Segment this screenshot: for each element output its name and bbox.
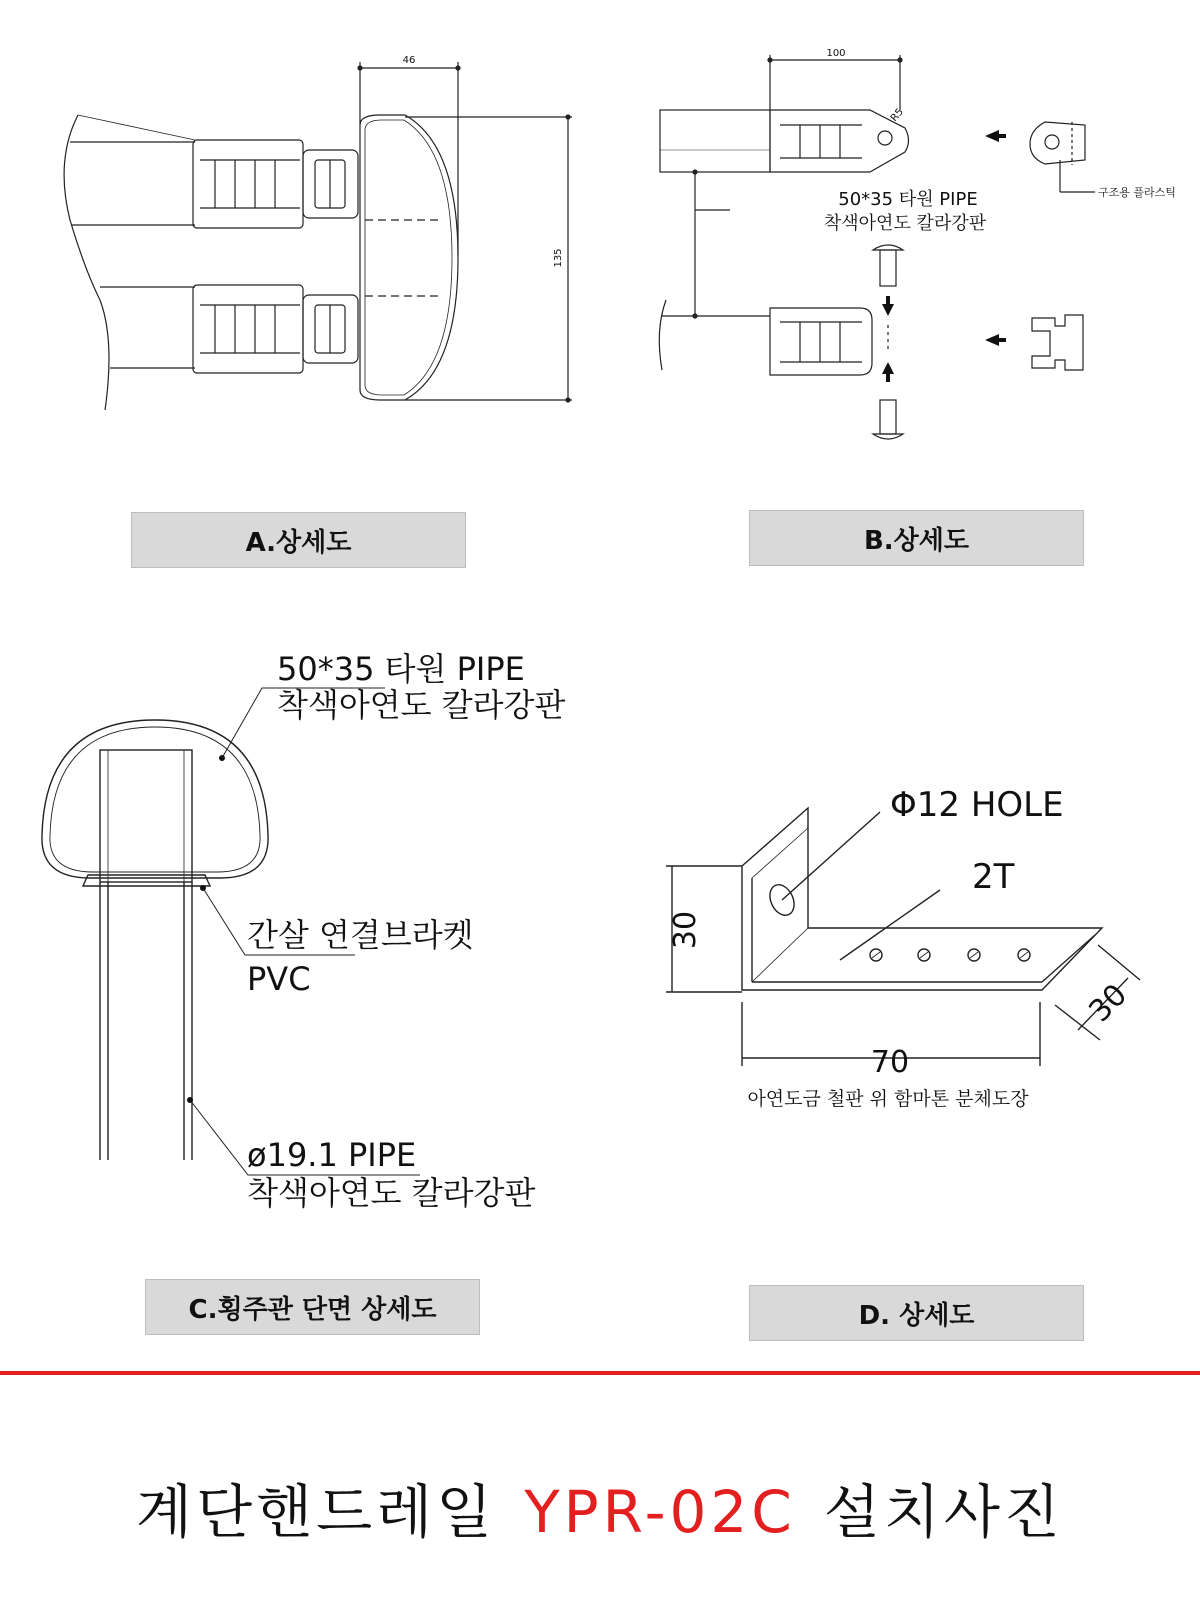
detail-c-pipe-line1: ø19.1 PIPE — [247, 1136, 417, 1174]
detail-d-height-dim: 30 — [668, 910, 703, 950]
model-name: YPR-02C — [524, 1478, 796, 1546]
detail-b-pipe-line1: 50*35 타원 PIPE — [838, 189, 978, 210]
red-divider — [0, 1371, 1200, 1375]
detail-a-height-dim: 135 — [553, 248, 564, 268]
detail-c-top-line2: 착색아연도 칼라강판 — [277, 686, 566, 724]
detail-c-bracket-line1: 간살 연결브라켓 — [247, 916, 474, 954]
detail-b-drawing — [600, 0, 1200, 500]
detail-b-pipe-line2: 착색아연도 칼라강판 — [823, 213, 987, 234]
detail-b-width-dim: 100 — [826, 48, 846, 59]
detail-c-label: C.횡주관 단면 상세도 — [145, 1279, 480, 1335]
detail-d-depth-dim: 30 — [1082, 977, 1135, 1030]
detail-b-plastic-note: 구조용 플라스틱 — [1098, 186, 1176, 199]
detail-d-label: D. 상세도 — [749, 1285, 1084, 1341]
detail-d-drawing — [600, 740, 1200, 1120]
detail-b-radius: R5 — [888, 106, 906, 124]
detail-a-drawing — [0, 0, 600, 500]
detail-d-hole-note: Φ12 HOLE — [890, 785, 1064, 825]
detail-d-finish-note: 아연도금 철판 위 함마톤 분체도장 — [747, 1088, 1029, 1110]
page-title — [0, 1465, 1200, 1549]
detail-b-label: B.상세도 — [749, 510, 1084, 566]
detail-d-thickness: 2T — [972, 857, 1015, 897]
detail-c-pipe-line2: 착색아연도 칼라강판 — [247, 1174, 536, 1212]
detail-a-label: A.상세도 — [131, 512, 466, 568]
detail-d-length-dim: 70 — [870, 1045, 910, 1080]
detail-c-top-line1: 50*35 타원 PIPE — [277, 650, 525, 688]
detail-c-drawing — [0, 620, 620, 1240]
detail-c-bracket-line2: PVC — [247, 960, 311, 998]
title-suffix: 설치사진 — [823, 1478, 1064, 1546]
title-prefix: 계단핸드레일 — [136, 1478, 497, 1546]
detail-a-width-dim: 46 — [402, 55, 416, 66]
